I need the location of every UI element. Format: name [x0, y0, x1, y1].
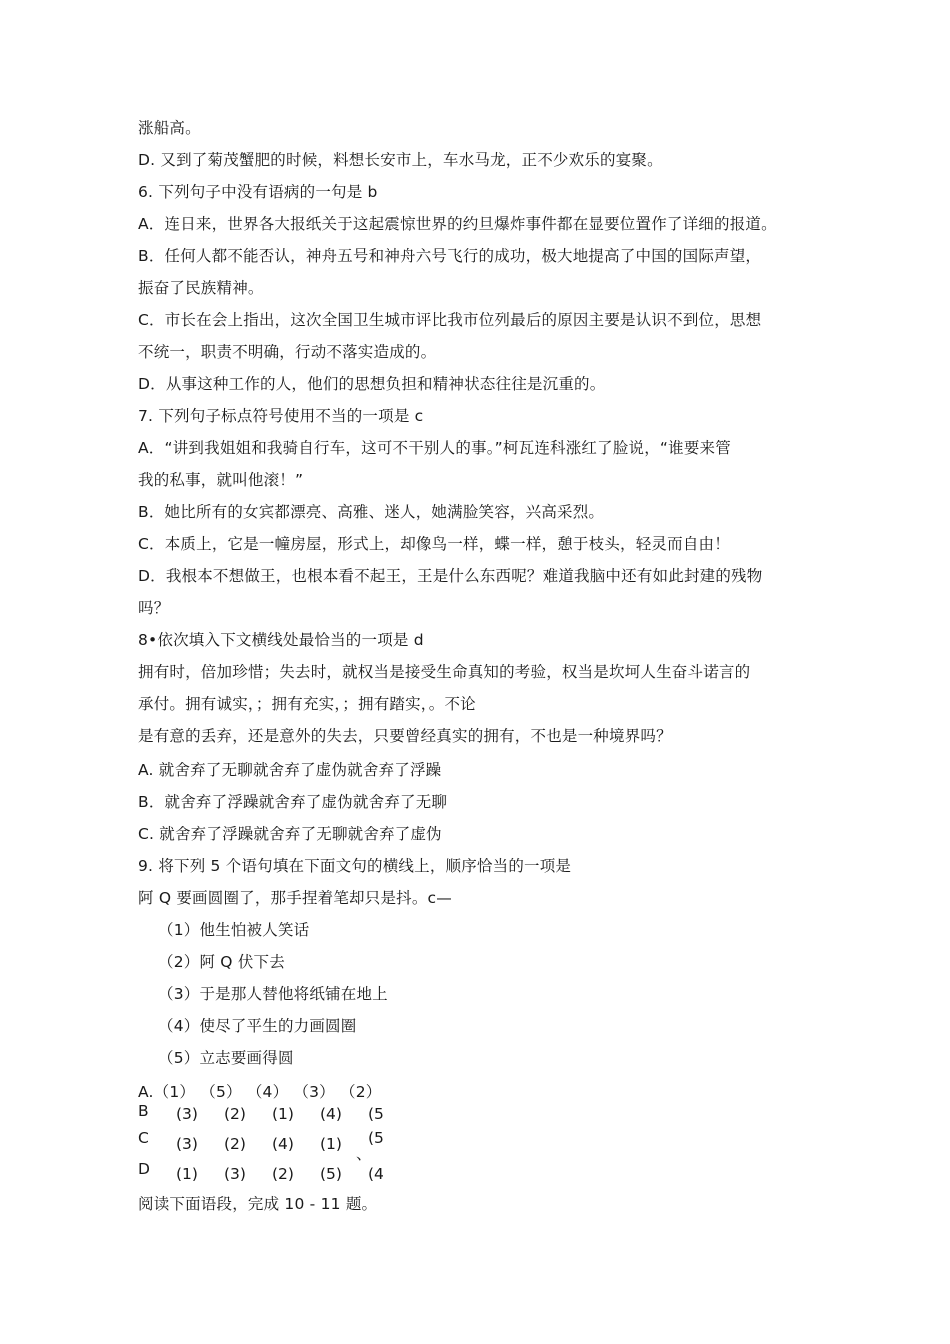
option-6c: C．市长在会上指出，这次全国卫生城市评比我市位列最后的原因主要是认识不到位，思想 — [138, 311, 762, 329]
sub-item: （5）立志要画得圆 — [158, 1049, 294, 1067]
option-9c-value: (1) — [320, 1135, 342, 1153]
option-9c-value: (5 — [368, 1129, 384, 1147]
option-8c: C. 就舍弃了浮躁就舍弃了无聊就舍弃了虚伪 — [138, 825, 442, 843]
option-9b-value: (3) — [176, 1105, 198, 1123]
option-9d-value: (3) — [224, 1165, 246, 1183]
sub-item: （3）于是那人替他将纸铺在地上 — [158, 985, 388, 1003]
option-6b: B．任何人都不能否认，神舟五号和神舟六号飞行的成功，极大地提高了中国的国际声望， — [138, 247, 762, 265]
passage-line: 是有意的丢弃，还是意外的失去，只要曾经真实的拥有，不也是一种境界吗？ — [138, 727, 672, 745]
question-8: 8•依次填入下文横线处最恰当的一项是 d — [138, 631, 424, 649]
option-7c: C．本质上，它是一幢房屋，形式上，却像鸟一样，蝶一样，憩于枝头，轻灵而自由！ — [138, 535, 730, 553]
option-8a: A. 就舍弃了无聊就舍弃了虚伪就舍弃了浮躁 — [138, 761, 442, 779]
option-8b: B．就舍弃了浮躁就舍弃了虚伪就舍弃了无聊 — [138, 793, 448, 811]
text-line: 涨船高。 — [138, 119, 201, 137]
sub-item: （1）他生怕被人笑话 — [158, 921, 310, 939]
option-7d: D．我根本不想做王，也根本看不起王，王是什么东西呢？难道我脑中还有如此封建的残物 — [138, 567, 763, 585]
option-9d-value: (5) — [320, 1165, 342, 1183]
passage-line: 阿 Q 要画圆圈了，那手捏着笔却只是抖。c— — [138, 889, 452, 907]
option-9c-value: (2) — [224, 1135, 246, 1153]
option-9b-value: (5 — [368, 1105, 384, 1123]
question-9: 9. 将下列 5 个语句填在下面文句的横线上，顺序恰当的一项是 — [138, 857, 572, 875]
option-6d: D．从事这种工作的人，他们的思想负担和精神状态往往是沉重的。 — [138, 375, 606, 393]
option-9d-value: (4 — [368, 1165, 384, 1183]
sub-item: （2）阿 Q 伏下去 — [158, 953, 285, 971]
option-9c-mark: 、 — [356, 1145, 372, 1163]
option-9c-value: (3) — [176, 1135, 198, 1153]
sub-item: （4）使尽了平生的力画圆圈 — [158, 1017, 357, 1035]
text-line: 振奋了民族精神。 — [138, 279, 264, 297]
passage-line: 承付。拥有诚实，；拥有充实，；拥有踏实，。不论 — [138, 695, 476, 713]
option-7b: B．她比所有的女宾都漂亮、高雅、迷人，她满脸笑容，兴高采烈。 — [138, 503, 605, 521]
section-instruction: 阅读下面语段，完成 10 - 11 题。 — [138, 1195, 378, 1213]
option-6a: A．连日来，世界各大报纸关于这起震惊世界的约旦爆炸事件都在显要位置作了详细的报道。 — [138, 215, 777, 233]
option-9d-label: D — [138, 1160, 150, 1178]
option-9b-label: B — [138, 1102, 149, 1120]
text-line: 不统一，职责不明确，行动不落实造成的。 — [138, 343, 437, 361]
option-9d-value: (2) — [272, 1165, 294, 1183]
text-line: 吗？ — [138, 599, 170, 617]
text-line: D. 又到了菊茂蟹肥的时候，料想长安市上，车水马龙，正不少欢乐的宴聚。 — [138, 151, 663, 169]
question-6: 6. 下列句子中没有语病的一句是 b — [138, 183, 378, 201]
option-9b-value: (2) — [224, 1105, 246, 1123]
passage-line: 拥有时，倍加珍惜；失去时，就权当是接受生命真知的考验，权当是坎坷人生奋斗诺言的 — [138, 663, 751, 681]
option-7a: A．“讲到我姐姐和我骑自行车，这可不干别人的事。”柯瓦连科涨红了脸说，“谁要来管 — [138, 439, 731, 457]
option-9c-value: (4) — [272, 1135, 294, 1153]
option-9b-value: (4) — [320, 1105, 342, 1123]
option-9c-label: C — [138, 1129, 149, 1147]
text-line: 我的私事，就叫他滚！” — [138, 471, 304, 489]
option-9a: A.（1） （5） （4） （3） （2） — [138, 1083, 382, 1101]
question-7: 7. 下列句子标点符号使用不当的一项是 c — [138, 407, 424, 425]
option-9b-value: (1) — [272, 1105, 294, 1123]
option-9d-value: (1) — [176, 1165, 198, 1183]
